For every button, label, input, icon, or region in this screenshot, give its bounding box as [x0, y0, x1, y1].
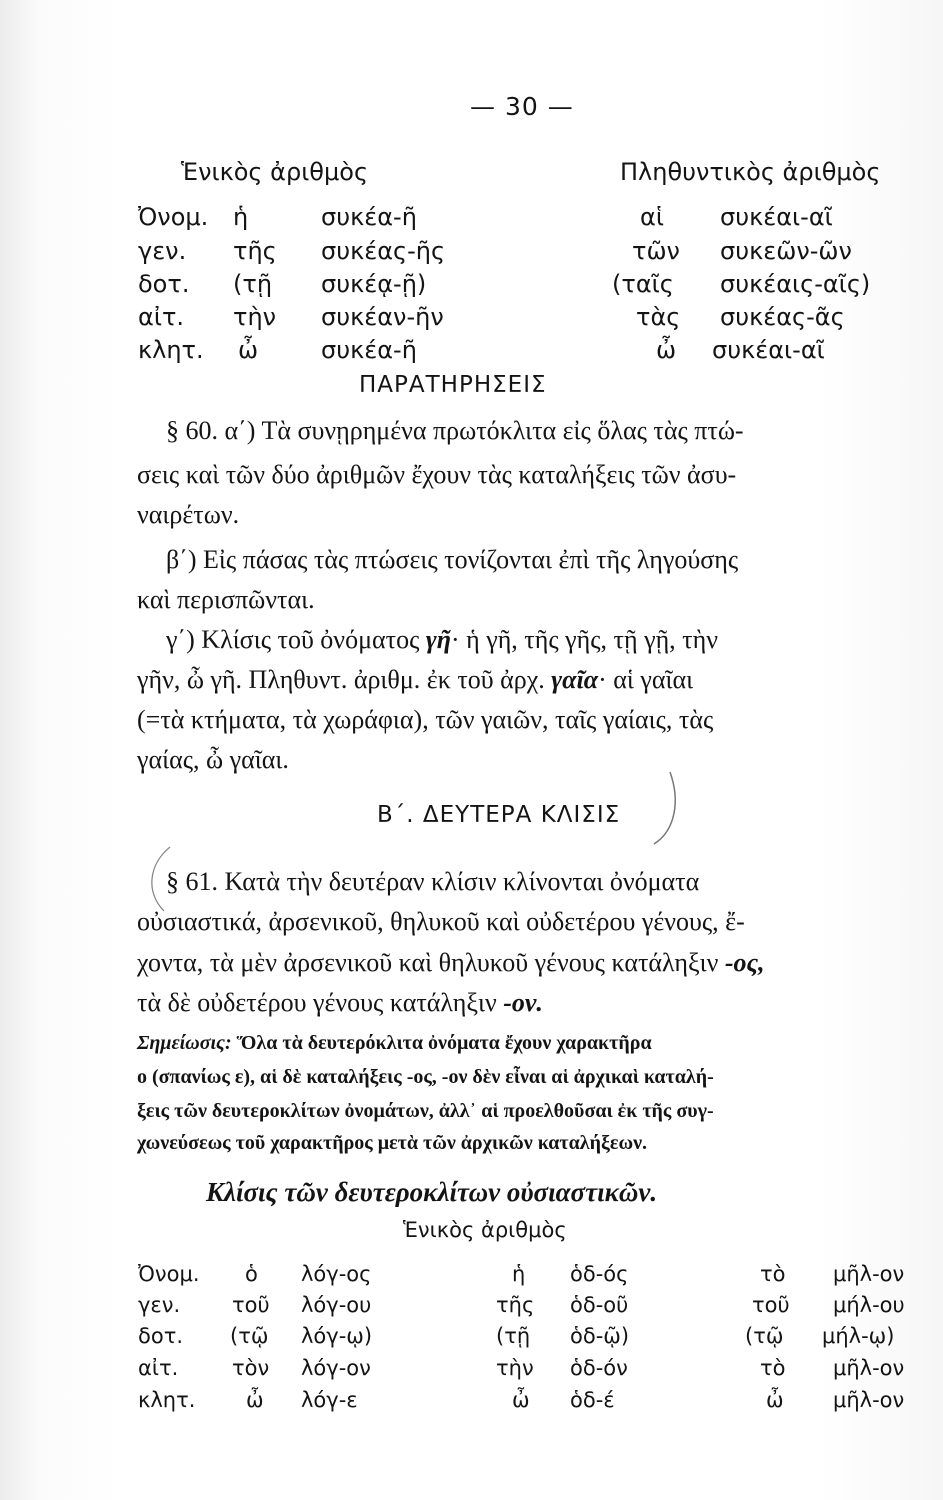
article-masculine: τὸν — [232, 1356, 270, 1380]
note-text: Ὅλα τὰ δευτερόκλιτα ὀνόματα ἔχουν χαρακτῆρα — [231, 1032, 652, 1054]
article-masculine: (τῷ — [230, 1324, 269, 1348]
declension-title: Κλίσις τῶν δευτεροκλίτων οὐσιαστικῶν. — [206, 1177, 658, 1207]
case-label: Ὀνομ. — [138, 1262, 200, 1286]
note-line: χωνεύσεως τοῦ χαρακτῆρος μετὰ τῶν ἀρχικῶν καταλήξεων. — [137, 1132, 647, 1154]
word-neuter: μῆλ-ον — [833, 1356, 905, 1380]
word-plural: συκέαι-αῖ — [712, 336, 825, 364]
article-singular: ἡ — [233, 203, 249, 231]
paragraph-line: γαίας, ὦ γαῖαι. — [137, 745, 289, 774]
paragraph-line: σεις καὶ τῶν δύο ἀριθμῶν ἔχουν τὰς καταλήξεις τῶν ἀσυ- — [137, 460, 737, 489]
note-line — [137, 1028, 652, 1059]
article-neuter: τοῦ — [752, 1293, 790, 1317]
word-plural: συκεῶν-ῶν — [720, 237, 852, 265]
article-plural: ὦ — [656, 336, 677, 364]
paragraph-line: καὶ περισπῶνται. — [137, 585, 315, 614]
paragraph-line — [166, 625, 718, 655]
article-plural: αἱ — [640, 203, 664, 231]
note-line: ξεις τῶν δευτεροκλίτων ὀνομάτων, ἀλλ᾽ αἱ προελθοῦσαι ἐκ τῆς συγ- — [137, 1100, 714, 1122]
paragraph-line: § 61. Κατὰ τὴν δευτέραν κλίσιν κλίνονται ὀνόματα — [166, 867, 700, 896]
word-masculine: λόγ-ος — [301, 1262, 372, 1286]
pencil-mark-decoration — [640, 770, 690, 850]
word-masculine: λόγ-ε — [301, 1388, 358, 1412]
page-number: — 30 — — [470, 92, 574, 121]
case-label: δοτ. — [138, 1324, 184, 1348]
word-singular: συκέα-ῆ — [321, 336, 417, 364]
paragraph-line — [137, 948, 765, 978]
case-label: Ὀνομ. — [138, 203, 209, 231]
article-feminine: (τῇ — [496, 1324, 531, 1348]
word-plural: συκέας-ᾶς — [720, 303, 845, 331]
article-masculine: τοῦ — [232, 1293, 270, 1317]
note-label: Σημείωσις: — [137, 1032, 232, 1054]
table-row — [0, 336, 943, 366]
word-singular: συκέαν-ῆν — [321, 303, 444, 331]
article-masculine: ὦ — [246, 1388, 264, 1412]
paragraph-line: (=τὰ κτήματα, τὰ χωράφια), τῶν γαιῶν, ταῖς γαίαις, τὰς — [137, 705, 714, 734]
table-row — [0, 203, 943, 233]
word-feminine: ὁδ-όν — [570, 1356, 628, 1380]
case-label: κλητ. — [138, 1388, 196, 1412]
paragraph-text: χοντα, τὰ μὲν ἀρσενικοῦ καὶ θηλυκοῦ γένους κατάληξιν — [137, 948, 725, 977]
word-neuter: μήλ-ου — [833, 1293, 905, 1317]
article-feminine: τὴν — [496, 1356, 534, 1380]
table-header-plural: Πληθυντικὸς ἀριθμὸς — [620, 158, 881, 186]
word-masculine: λόγ-ον — [301, 1356, 371, 1380]
emphasis-ending: -ον. — [503, 988, 543, 1017]
case-label: κλητ. — [138, 336, 204, 364]
case-label: γεν. — [138, 237, 187, 265]
word-neuter: μήλ-ῳ) — [822, 1324, 895, 1348]
paragraph-line — [137, 665, 693, 695]
article-plural: τὰς — [636, 303, 681, 331]
article-neuter: ὦ — [766, 1388, 784, 1412]
paragraph-text: γῆν, ὦ γῆ. Πληθυντ. ἀριθμ. ἐκ τοῦ ἀρχ. — [137, 665, 552, 694]
word-feminine: ὁδ-έ — [570, 1388, 615, 1412]
word-masculine: λόγ-ου — [301, 1293, 372, 1317]
paragraph-text: γ΄) Κλίσις τοῦ ὀνόματος — [166, 625, 426, 654]
paragraph-line: β΄) Εἰς πάσας τὰς πτώσεις τονίζονται ἐπὶ τῆς ληγούσης — [166, 545, 739, 574]
table-row — [0, 1324, 943, 1352]
article-singular: ὦ — [238, 336, 259, 364]
word-feminine: ὁδ-οῦ — [570, 1293, 629, 1317]
table-row — [0, 1293, 943, 1321]
article-plural: (ταῖς — [612, 270, 674, 298]
article-feminine: τῆς — [496, 1293, 535, 1317]
paragraph-line: ναιρέτων. — [137, 500, 240, 529]
paragraph-line — [137, 988, 543, 1018]
case-label: αἰτ. — [138, 1356, 179, 1380]
observations-heading: ΠΑΡΑΤΗΡΗΣΕΙΣ — [359, 372, 547, 398]
article-plural: τῶν — [632, 237, 680, 265]
case-label: αἰτ. — [138, 303, 185, 331]
article-neuter: τὸ — [760, 1262, 786, 1286]
table-row — [0, 1262, 943, 1290]
paragraph-text: · ἡ γῆ, τῆς γῆς, τῇ γῇ, τὴν — [450, 625, 718, 654]
article-feminine: ὦ — [512, 1388, 530, 1412]
paragraph-text: τὰ δὲ οὐδετέρου γένους κατάληξιν — [137, 988, 504, 1017]
word-masculine: λόγ-ῳ) — [301, 1324, 373, 1348]
table-header-singular: Ἑνικὸς ἀριθμὸς — [181, 158, 369, 186]
word-neuter: μῆλ-ον — [833, 1388, 905, 1412]
word-plural: συκέαις-αῖς) — [720, 270, 871, 298]
table-row — [0, 237, 943, 267]
word-plural: συκέαι-αῖ — [720, 203, 833, 231]
article-singular: τὴν — [233, 303, 277, 331]
word-feminine: ὁδ-ῷ) — [570, 1324, 630, 1348]
case-label: γεν. — [138, 1293, 181, 1317]
table-row — [0, 270, 943, 300]
paragraph-line: οὐσιαστικά, ἀρσενικοῦ, θηλυκοῦ καὶ οὐδετέρου γένους, ἔ- — [137, 907, 745, 936]
paragraph-line: § 60. α΄) Τὰ συνῃρημένα πρωτόκλιτα εἰς ὅλας τὰς πτώ- — [166, 416, 744, 445]
article-masculine: ὁ — [245, 1262, 258, 1286]
section-heading: Β΄. ΔΕΥΤΕΡΑ ΚΛΙΣΙΣ — [377, 802, 621, 828]
article-singular: τῆς — [233, 237, 277, 265]
emphasis-word: γῆ — [425, 625, 451, 654]
emphasis-word: γαῖα — [551, 665, 599, 694]
case-label: δοτ. — [138, 270, 190, 298]
word-singular: συκέα-ῆ — [321, 203, 417, 231]
table-row — [0, 1388, 943, 1416]
emphasis-ending: -ος, — [724, 948, 765, 977]
word-singular: συκέᾳ-ῇ) — [321, 270, 427, 298]
table-row — [0, 303, 943, 333]
article-neuter: τὸ — [760, 1356, 786, 1380]
paragraph-text: · αἱ γαῖαι — [598, 665, 694, 694]
table-header-singular: Ἑνικὸς ἀριθμὸς — [403, 1218, 567, 1242]
word-singular: συκέας-ῆς — [321, 237, 446, 265]
word-neuter: μῆλ-ον — [833, 1262, 905, 1286]
word-feminine: ὁδ-ός — [570, 1262, 629, 1286]
note-line: ο (σπανίως ε), αἱ δὲ καταλήξεις -ος, -ον δὲν εἶναι αἱ ἀρχικαὶ καταλή- — [137, 1066, 714, 1088]
article-neuter: (τῷ — [745, 1324, 784, 1348]
table-row — [0, 1356, 943, 1384]
article-feminine: ἡ — [512, 1262, 526, 1286]
article-singular: (τῇ — [233, 270, 273, 298]
